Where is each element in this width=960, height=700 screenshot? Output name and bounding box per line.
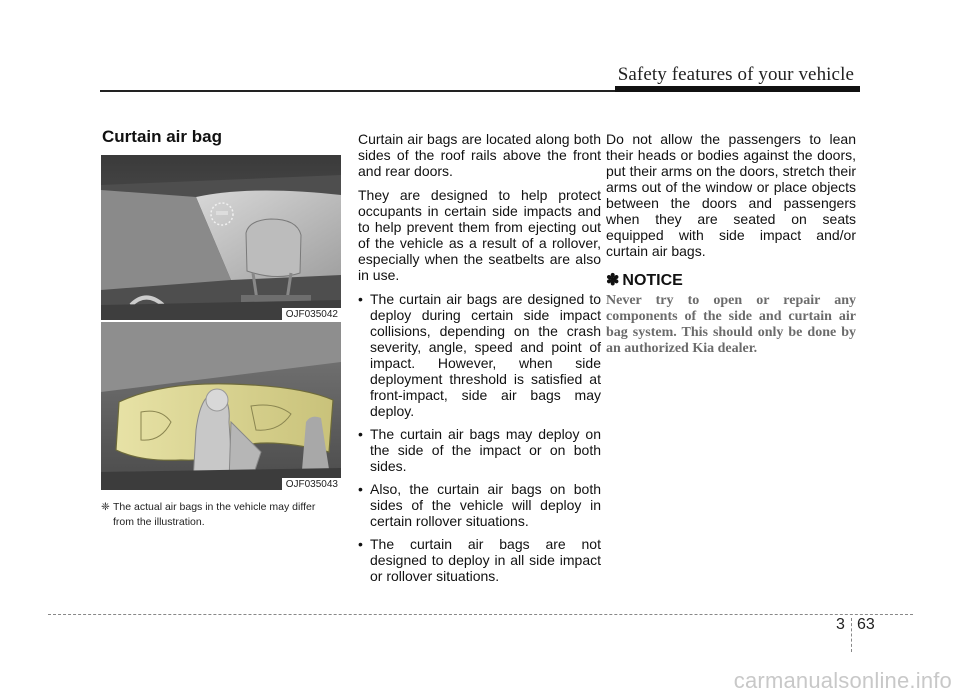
illustration-svg-2 — [101, 322, 341, 490]
page-number-divider — [851, 618, 852, 652]
list-item — [358, 426, 601, 474]
paragraph: Do not allow the passengers to lean their heads or bodies against the doors, put their arms on the doors, stretch their arms out of the window or place objects between the doors and passengers when they are seated on seats equipped with side impact and/or curtain air bags. — [606, 131, 856, 259]
list-item — [358, 536, 601, 584]
header-title: Safety features of your vehicle — [617, 64, 854, 85]
list-item-text: The curtain air bags may deploy on the side of the impact or on both sides. — [370, 426, 601, 474]
notice-body: Never try to open or repair any components of the side and curtain air bag system. This should only be done by an authorized Kia dealer. — [606, 293, 856, 356]
paragraph: They are designed to help protect occupants in certain side impacts and to help prevent them from ejecting out of the vehicle as a result of a rollover, especially when the seatbelts are also in use. — [358, 187, 601, 283]
section-title: Curtain air bag — [102, 127, 222, 146]
header-rule-accent — [615, 86, 860, 92]
footer-rule — [48, 614, 913, 615]
notice-heading — [606, 273, 856, 289]
text-column-2 — [358, 131, 601, 591]
list-item — [358, 291, 601, 419]
watermark: carmanualsonline.info — [733, 668, 952, 693]
paragraph: Curtain air bags are located along both sides of the roof rails above the front and rear doors. — [358, 131, 601, 179]
bullet-icon: • — [358, 426, 363, 442]
bullet-icon: • — [358, 291, 363, 307]
caption-symbol: ❈ — [101, 501, 110, 513]
list-item-text: The curtain air bags are designed to deploy during certain side impact collisions, depending on the crash severity, angle, speed and point of impact. However, when side deployment threshold is satisfied at front-impact, side air bags may deploy. — [370, 291, 601, 419]
caption-line-2: from the illustration. — [113, 516, 205, 528]
text-column-3 — [606, 131, 856, 365]
list-item-text: Also, the curtain air bags on both sides of the vehicle will deploy in certain rollover situations. — [370, 481, 601, 529]
caption-line-1: The actual air bags in the vehicle may differ — [113, 501, 316, 513]
list-item — [358, 481, 601, 529]
chapter-number: 3 — [836, 616, 845, 633]
illustration-headrest-airbag-label — [101, 155, 341, 320]
figure-caption — [101, 500, 341, 530]
notice-star-icon: ✽ — [606, 272, 620, 289]
illustration-curtain-airbag-deployed — [101, 322, 341, 490]
illustration-svg-1 — [101, 155, 341, 320]
list-item-text: The curtain air bags are not designed to deploy in all side impact or rollover situations. — [370, 536, 601, 584]
image-code-label: OJF035042 — [282, 308, 341, 320]
bullet-icon: • — [358, 481, 363, 497]
image-code-label: OJF035043 — [282, 478, 341, 490]
bullet-icon: • — [358, 536, 363, 552]
page-number: 63 — [857, 616, 875, 633]
notice-title: NOTICE — [622, 272, 683, 289]
